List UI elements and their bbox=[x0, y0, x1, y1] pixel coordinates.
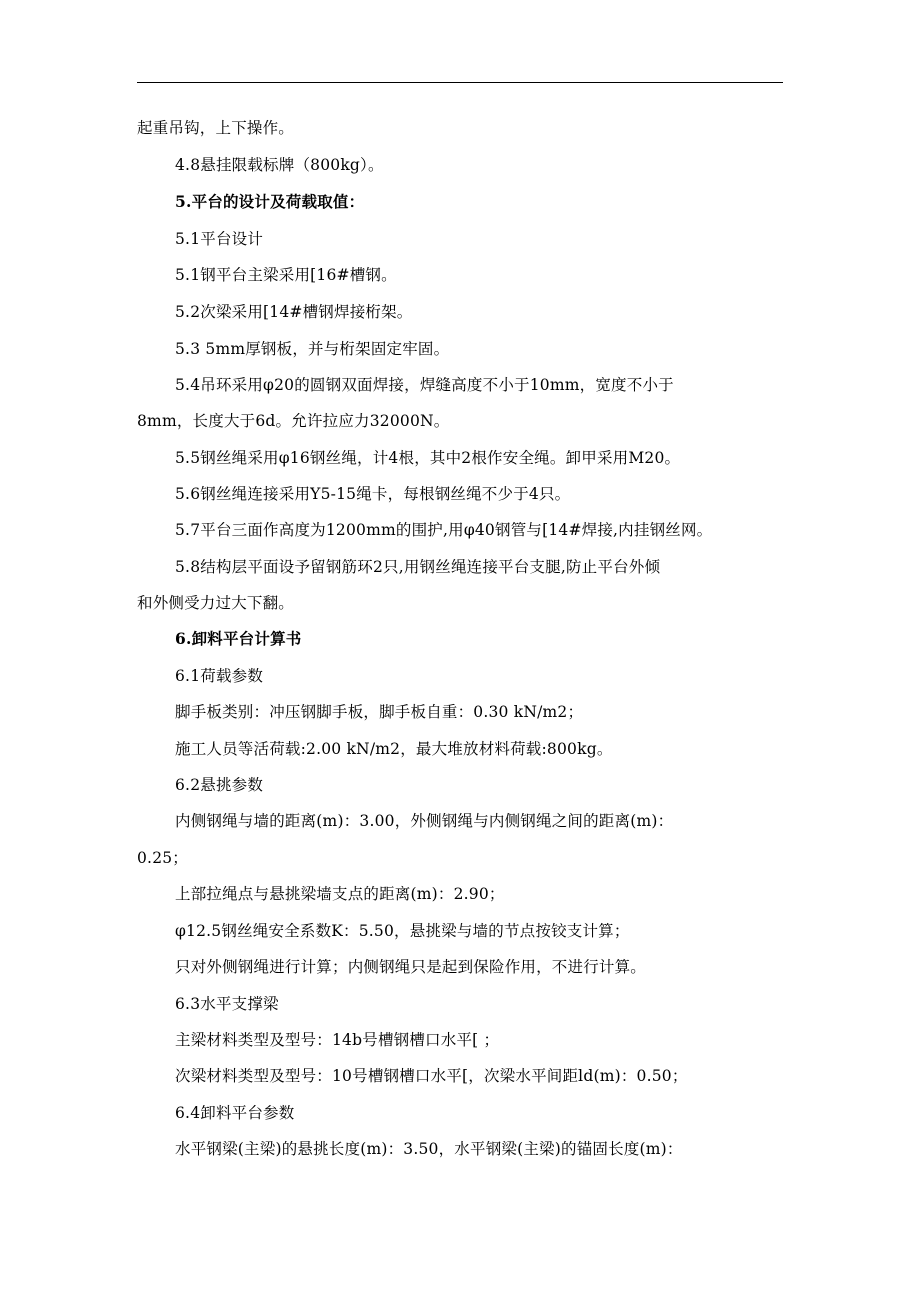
text-line: 内侧钢绳与墙的距离(m)：3.00，外侧钢绳与内侧钢绳之间的距离(m)： bbox=[175, 812, 674, 830]
text-line: 水平钢梁(主梁)的悬挑长度(m)：3.50，水平钢梁(主梁)的锚固长度(m)： bbox=[175, 1140, 683, 1158]
text-line: 6.4卸料平台参数 bbox=[175, 1104, 295, 1122]
text-line: 5.6钢丝绳连接采用Y5-15绳卡，每根钢丝绳不少于4只。 bbox=[175, 485, 571, 503]
text-line: 施工人员等活荷载:2.00 kN/m2，最大堆放材料荷载:800kg。 bbox=[175, 740, 613, 758]
text-line: 8mm，长度大于6d。允许拉应力32000N。 bbox=[137, 412, 450, 430]
text-line: 5.2次梁采用[14#槽钢焊接桁架。 bbox=[175, 303, 413, 321]
text-line: 5.1钢平台主梁采用[16#槽钢。 bbox=[175, 266, 397, 284]
section-heading: 5.平台的设计及荷载取值： bbox=[175, 192, 365, 211]
text-line: 脚手板类别：冲压钢脚手板，脚手板自重：0.30 kN/m2； bbox=[175, 703, 584, 721]
text-line: 次梁材料类型及型号：10号槽钢槽口水平[，次梁水平间距ld(m)：0.50； bbox=[175, 1067, 688, 1085]
text-line: 6.2悬挑参数 bbox=[175, 776, 264, 794]
text-line: 5.3 5mm厚钢板，并与桁架固定牢固。 bbox=[175, 340, 450, 358]
text-line: 6.1荷载参数 bbox=[175, 667, 264, 685]
text-line: 主梁材料类型及型号：14b号槽钢槽口水平[ ； bbox=[175, 1031, 500, 1049]
text-line: 5.1平台设计 bbox=[175, 230, 264, 248]
text-line: 5.7平台三面作高度为1200mm的围护,用φ40钢管与[14#焊接,内挂钢丝网。 bbox=[175, 521, 713, 539]
text-line: 上部拉绳点与悬挑梁墙支点的距离(m)：2.90； bbox=[175, 885, 505, 903]
text-line: 4.8悬挂限载标牌（800kg）。 bbox=[175, 156, 384, 174]
text-line: 0.25； bbox=[137, 849, 189, 867]
text-line: 5.4吊环采用φ20的圆钢双面焊接，焊缝高度不小于10mm，宽度不小于 bbox=[175, 376, 674, 394]
text-line: 起重吊钩，上下操作。 bbox=[137, 119, 295, 137]
text-line: 5.5钢丝绳采用φ16钢丝绳，计4根，其中2根作安全绳。卸甲采用M20。 bbox=[175, 449, 681, 467]
text-line: φ12.5钢丝绳安全系数K：5.50，悬挑梁与墙的节点按铰支计算； bbox=[175, 922, 630, 940]
text-line: 和外侧受力过大下翻。 bbox=[137, 594, 295, 612]
text-line: 5.8结构层平面设予留钢筋环2只,用钢丝绳连接平台支腿,防止平台外倾 bbox=[175, 558, 661, 576]
section-heading: 6.卸料平台计算书 bbox=[175, 629, 302, 648]
text-line: 只对外侧钢绳进行计算；内侧钢绳只是起到保险作用，不进行计算。 bbox=[175, 958, 647, 976]
text-line: 6.3水平支撑梁 bbox=[175, 995, 279, 1013]
header-rule bbox=[137, 82, 783, 83]
